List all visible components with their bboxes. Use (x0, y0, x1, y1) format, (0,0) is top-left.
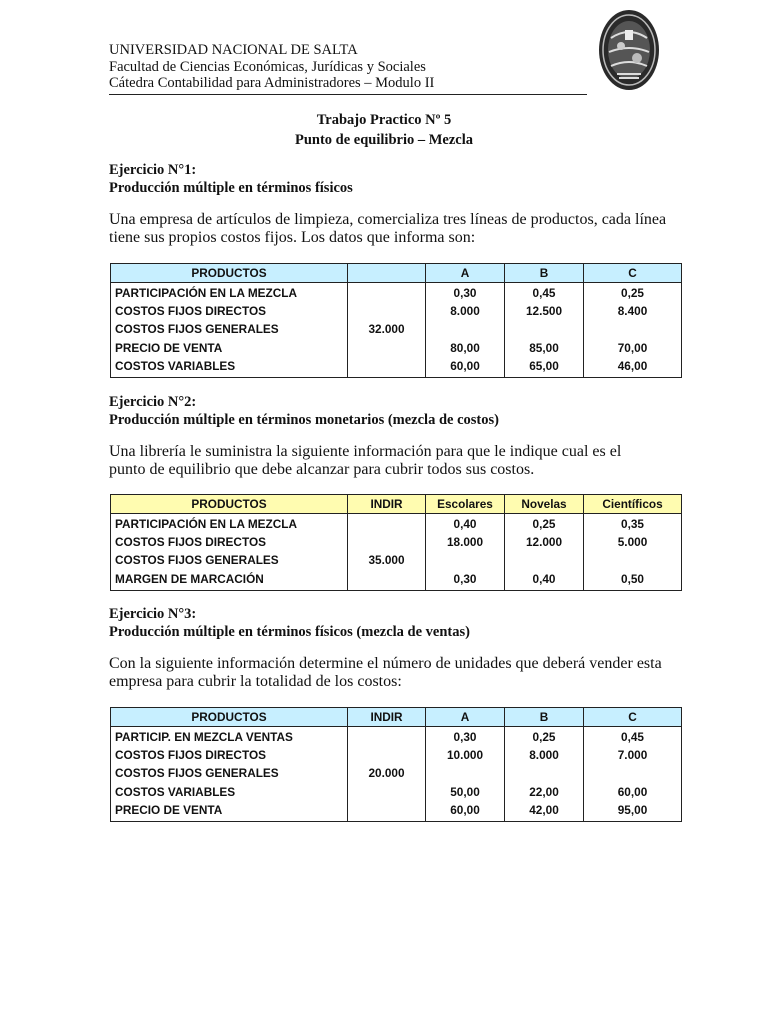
table-cell: 0,30 (426, 283, 505, 303)
table-row (111, 551, 682, 569)
table-cell: 95,00 (584, 801, 682, 822)
table-cell (348, 357, 426, 378)
table-header-cell: PRODUCTOS (111, 495, 348, 514)
table-row (111, 533, 682, 551)
table-cell: COSTOS FIJOS DIRECTOS (111, 746, 348, 764)
table-cell: 0,25 (505, 514, 584, 534)
exercise-1-title: Ejercicio N°1: (109, 162, 197, 178)
table-cell: COSTOS FIJOS GENERALES (111, 551, 348, 569)
table-row (111, 570, 682, 591)
table-cell: 20.000 (348, 764, 426, 782)
exercise-3-table (110, 707, 682, 822)
table-header-cell: INDIR (348, 708, 426, 727)
exercise-1-subtitle: Producción múltiple en términos físicos (109, 180, 353, 196)
table-cell: PRECIO DE VENTA (111, 339, 348, 357)
table-header-cell (348, 264, 426, 283)
table-cell (584, 551, 682, 569)
table-header-row (111, 495, 682, 514)
table-cell: 12.000 (505, 533, 584, 551)
exercise-1-table (110, 263, 682, 378)
table-cell: 50,00 (426, 783, 505, 801)
table-cell: 0,45 (505, 283, 584, 303)
university-seal-logo (597, 8, 661, 92)
exercise-3-heading (109, 605, 689, 641)
table-header-cell: INDIR (348, 495, 426, 514)
table-cell: COSTOS VARIABLES (111, 357, 348, 378)
table-cell (348, 801, 426, 822)
table-header-cell: PRODUCTOS (111, 264, 348, 283)
table-cell (505, 764, 584, 782)
table-cell (426, 764, 505, 782)
table-cell: 0,35 (584, 514, 682, 534)
table-header-cell: Novelas (505, 495, 584, 514)
table-cell: 8.000 (426, 302, 505, 320)
table-cell: 22,00 (505, 783, 584, 801)
seal-icon (597, 8, 661, 92)
exercise-3-title: Ejercicio N°3: (109, 606, 197, 622)
chair-name: Cátedra Contabilidad para Administradores – Modulo II (109, 75, 435, 91)
table-cell: COSTOS FIJOS GENERALES (111, 320, 348, 338)
table-row (111, 783, 682, 801)
table-cell (584, 320, 682, 338)
table-header-cell: B (505, 708, 584, 727)
table-cell: 7.000 (584, 746, 682, 764)
table-cell: 0,45 (584, 727, 682, 747)
table-cell (348, 302, 426, 320)
table-row (111, 801, 682, 822)
table-cell: COSTOS FIJOS DIRECTOS (111, 302, 348, 320)
table-cell: 0,50 (584, 570, 682, 591)
table-header-cell: C (584, 708, 682, 727)
table-cell: PARTICIPACIÓN EN LA MEZCLA (111, 283, 348, 303)
table-header-cell: PRODUCTOS (111, 708, 348, 727)
table-cell: 32.000 (348, 320, 426, 338)
table-header-cell: A (426, 708, 505, 727)
exercise-1-heading (109, 161, 689, 197)
table-cell: PRECIO DE VENTA (111, 801, 348, 822)
table-row (111, 283, 682, 303)
table-cell: COSTOS FIJOS DIRECTOS (111, 533, 348, 551)
table-cell: 0,25 (584, 283, 682, 303)
table-cell (348, 514, 426, 534)
title-line-2: Punto de equilibrio – Mezcla (294, 132, 473, 148)
table-cell (426, 551, 505, 569)
exercise-2-heading (109, 393, 689, 429)
table-cell (348, 727, 426, 747)
table-header-row (111, 264, 682, 283)
table-cell: 42,00 (505, 801, 584, 822)
table-cell (348, 746, 426, 764)
table-cell (348, 533, 426, 551)
table-cell: 35.000 (348, 551, 426, 569)
table-header-cell: Científicos (584, 495, 682, 514)
exercise-2-table (110, 494, 682, 591)
exercise-1-paragraph: Una empresa de artículos de limpieza, comercializa tres líneas de productos, cada línea tiene sus propios costos fijos. Los datos que informa son: (109, 211, 667, 246)
table-cell: 70,00 (584, 339, 682, 357)
table-cell: 0,40 (505, 570, 584, 591)
table-header-cell: C (584, 264, 682, 283)
table-cell: 80,00 (426, 339, 505, 357)
table-cell (348, 783, 426, 801)
table-cell: PARTICIPACIÓN EN LA MEZCLA (111, 514, 348, 534)
table-header-cell: B (505, 264, 584, 283)
table-cell: 0,30 (426, 727, 505, 747)
table-cell: 60,00 (426, 357, 505, 378)
table-cell: 12.500 (505, 302, 584, 320)
table-cell (505, 320, 584, 338)
document-header (109, 42, 587, 95)
table-cell (348, 570, 426, 591)
table-cell: 0,30 (426, 570, 505, 591)
table-cell (505, 551, 584, 569)
table-header-row (111, 708, 682, 727)
document-title (0, 110, 768, 150)
table-cell: 0,25 (505, 727, 584, 747)
table-cell: 5.000 (584, 533, 682, 551)
exercise-2-title: Ejercicio N°2: (109, 394, 197, 410)
table-row (111, 357, 682, 378)
exercise-2-paragraph: Una librería le suministra la siguiente información para que le indique cual es el punto de equilibrio que debe alcanzar para cubrir todos sus costos. (109, 443, 622, 478)
table-cell: 18.000 (426, 533, 505, 551)
title-line-1: Trabajo Practico Nº 5 (316, 112, 452, 128)
table-row (111, 320, 682, 338)
table-cell: MARGEN DE MARCACIÓN (111, 570, 348, 591)
table-cell: COSTOS FIJOS GENERALES (111, 764, 348, 782)
table-cell: 46,00 (584, 357, 682, 378)
exercise-3-paragraph: Con la siguiente información determine el número de unidades que deberá vender esta empresa para cubrir la totalidad de los costos: (109, 655, 662, 690)
table-cell: 65,00 (505, 357, 584, 378)
table-cell: 85,00 (505, 339, 584, 357)
table-cell: 10.000 (426, 746, 505, 764)
table-cell: 8.000 (505, 746, 584, 764)
table-cell (348, 283, 426, 303)
table-row (111, 746, 682, 764)
table-row (111, 339, 682, 357)
table-cell: COSTOS VARIABLES (111, 783, 348, 801)
exercise-3-subtitle: Producción múltiple en términos físicos (mezcla de ventas) (109, 624, 470, 640)
table-header-cell: A (426, 264, 505, 283)
table-cell: 60,00 (426, 801, 505, 822)
table-cell: 0,40 (426, 514, 505, 534)
table-row (111, 764, 682, 782)
university-name: UNIVERSIDAD NACIONAL DE SALTA (109, 42, 358, 58)
table-cell: 60,00 (584, 783, 682, 801)
table-header-cell: Escolares (426, 495, 505, 514)
table-cell: 8.400 (584, 302, 682, 320)
table-cell: PARTICIP. EN MEZCLA VENTAS (111, 727, 348, 747)
exercise-2-subtitle: Producción múltiple en términos monetarios (mezcla de costos) (109, 412, 499, 428)
table-cell (426, 320, 505, 338)
table-cell (584, 764, 682, 782)
faculty-name: Facultad de Ciencias Económicas, Jurídicas y Sociales (109, 58, 426, 75)
table-row (111, 514, 682, 534)
table-cell (348, 339, 426, 357)
table-row (111, 302, 682, 320)
table-row (111, 727, 682, 747)
